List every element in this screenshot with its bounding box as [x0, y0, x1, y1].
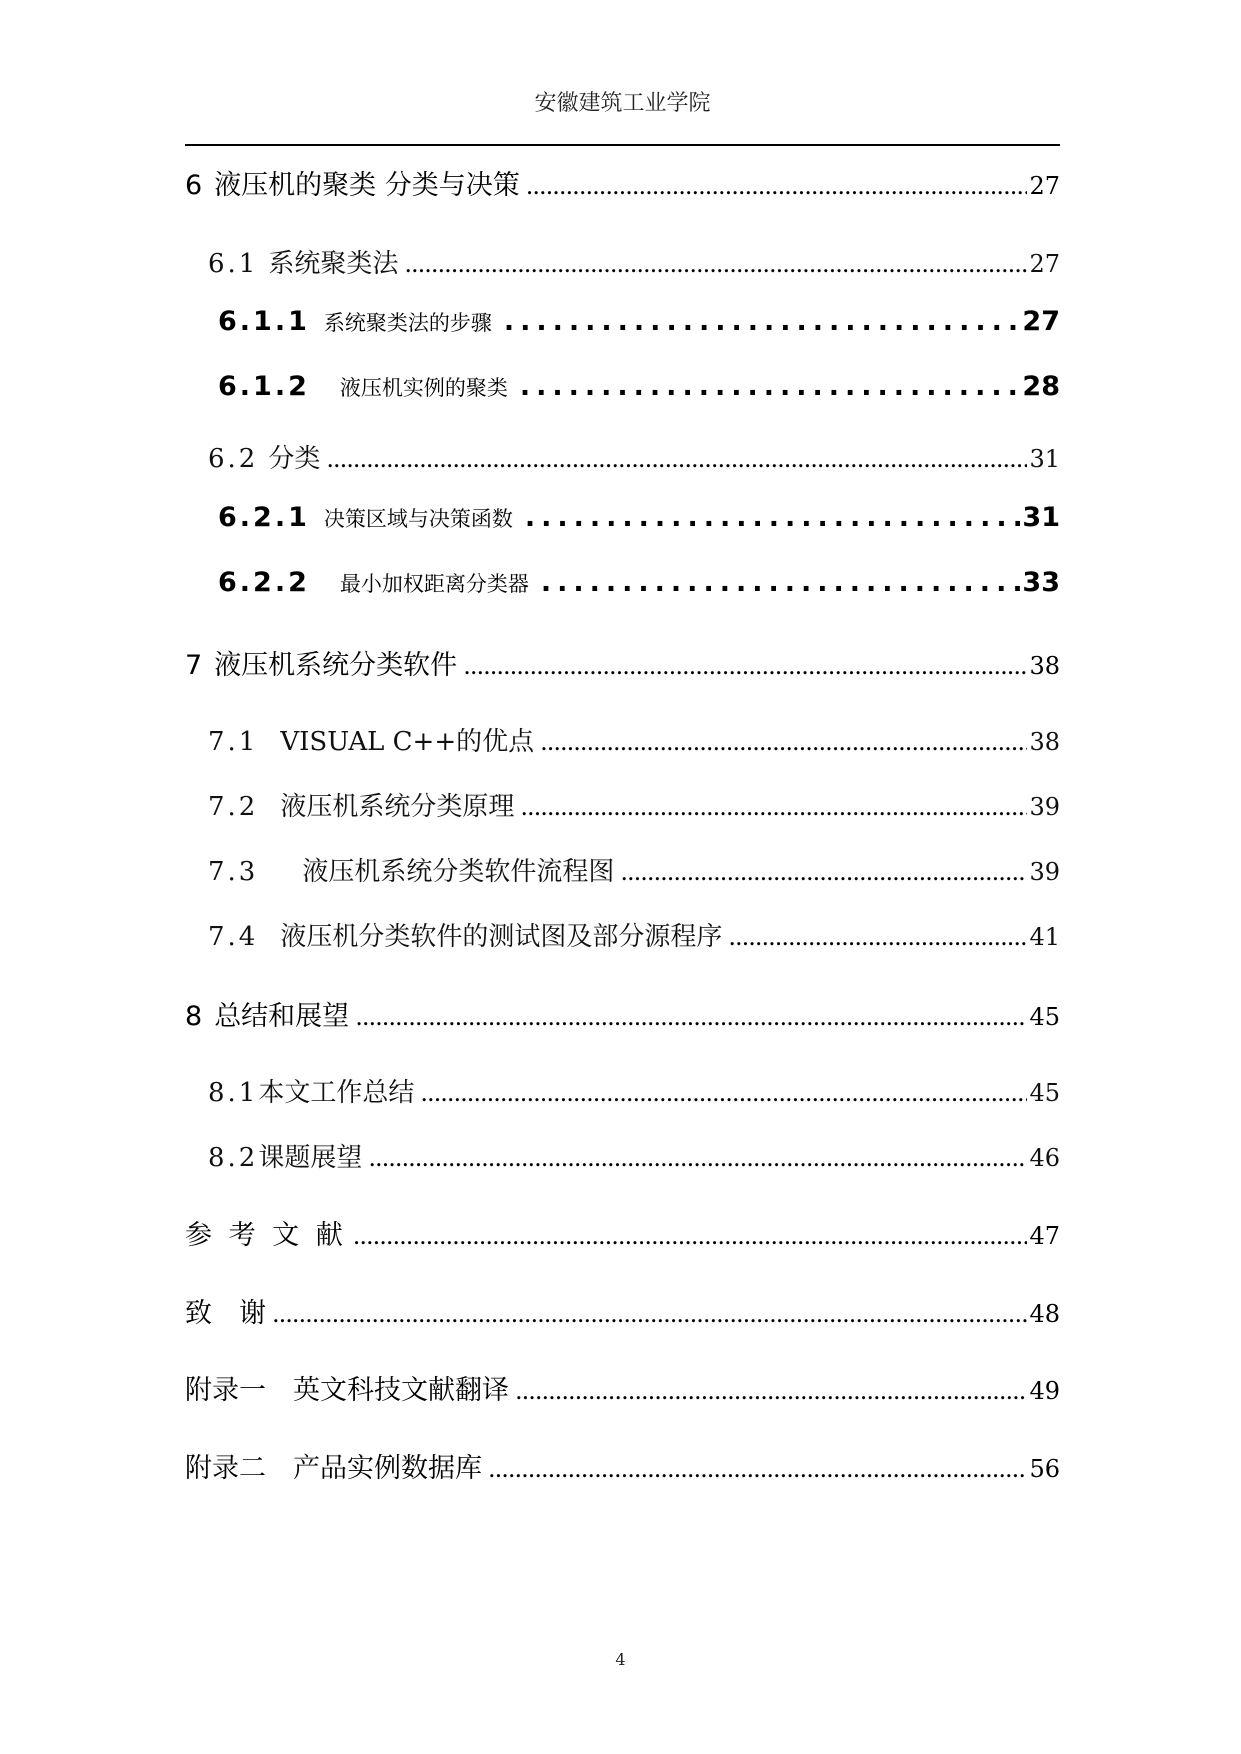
- toc-title: 课题展望: [258, 1143, 363, 1173]
- toc-title: 总结和展望: [214, 1001, 350, 1032]
- toc-title: 分类: [268, 444, 321, 474]
- dot-leader: [620, 858, 1027, 886]
- dot-leader: [540, 728, 1027, 756]
- toc-entry-appendix-2[interactable]: [185, 1446, 1060, 1485]
- toc-page: 47: [1029, 1222, 1060, 1250]
- toc-number: 7.4: [208, 922, 259, 952]
- toc-number: 8.2: [208, 1143, 259, 1173]
- toc-number: 6.2.1: [218, 502, 310, 533]
- dot-leader: [525, 502, 1021, 533]
- toc-entry-6-2-2[interactable]: [218, 567, 1060, 598]
- toc-number: 8: [185, 1001, 203, 1032]
- dot-leader: [353, 1222, 1028, 1250]
- toc-title: 液压机系统分类软件流程图: [302, 857, 615, 887]
- toc-entry-8-2[interactable]: [208, 1137, 1060, 1174]
- toc-entry-8-1[interactable]: [208, 1072, 1060, 1109]
- toc-entry-appendix-1[interactable]: [185, 1368, 1060, 1407]
- dot-leader: [541, 567, 1021, 598]
- toc-entry-7-2[interactable]: [208, 786, 1060, 823]
- toc-page: 31: [1022, 502, 1060, 533]
- toc-title: 系统聚类法: [268, 249, 399, 279]
- toc-entry-7-4[interactable]: [208, 916, 1060, 953]
- toc-entry-6-1-1[interactable]: [218, 306, 1060, 337]
- toc-title: 液压机系统分类软件: [214, 650, 458, 681]
- dot-leader: [463, 652, 1027, 680]
- toc-number: 7.2: [208, 792, 259, 822]
- toc-number: 6: [185, 170, 203, 201]
- toc-title: 最小加权距离分类器: [339, 572, 529, 596]
- toc-number: 7: [185, 650, 203, 681]
- dot-leader: [326, 445, 1027, 473]
- toc-page: 38: [1029, 728, 1060, 756]
- toc-entry-6[interactable]: [185, 163, 1060, 202]
- toc-entry-6-2-1[interactable]: [218, 502, 1060, 533]
- toc-number: 6.1.2: [218, 371, 310, 402]
- toc-page: 56: [1029, 1455, 1060, 1483]
- page-header: 安徽建筑工业学院: [534, 91, 711, 116]
- toc-entry-6-2[interactable]: [208, 438, 1060, 475]
- toc-title: 液压机分类软件的测试图及部分源程序: [280, 922, 723, 952]
- toc-entry-7[interactable]: [185, 643, 1060, 682]
- toc-title: 液压机系统分类原理: [280, 792, 515, 822]
- dot-leader: [526, 172, 1028, 200]
- dot-leader: [272, 1300, 1027, 1328]
- toc-title: VISUAL C++的优点: [280, 727, 535, 757]
- toc-page: 28: [1022, 371, 1060, 402]
- toc-number: 6.1.1: [218, 306, 310, 337]
- toc-page: 27: [1022, 306, 1060, 337]
- toc-number: 8.1: [208, 1078, 259, 1108]
- toc-page: 48: [1029, 1300, 1060, 1328]
- toc-number: 6.2.2: [218, 567, 310, 598]
- toc-number: 7.3: [208, 857, 259, 887]
- toc-entry-6-1[interactable]: [208, 243, 1060, 280]
- toc-entry-6-1-2[interactable]: [218, 371, 1060, 402]
- toc-entry-7-3[interactable]: [208, 851, 1060, 888]
- dot-leader: [515, 1377, 1027, 1405]
- toc-entry-acknowledgements[interactable]: [185, 1291, 1060, 1330]
- toc-page: 41: [1029, 923, 1060, 951]
- toc-title: 液压机的聚类 分类与决策: [214, 170, 520, 201]
- toc-page: 27: [1029, 172, 1060, 200]
- dot-leader: [728, 923, 1027, 951]
- toc-number: 6.2: [208, 444, 259, 474]
- dot-leader: [368, 1144, 1027, 1172]
- dot-leader: [404, 250, 1027, 278]
- dot-leader: [488, 1455, 1027, 1483]
- toc-title: 参 考 文 献: [185, 1220, 347, 1251]
- dot-leader: [520, 371, 1021, 402]
- toc-title: 附录一 英文科技文献翻译: [185, 1375, 509, 1406]
- toc-page: 39: [1029, 858, 1060, 886]
- toc-number: 6.1: [208, 249, 259, 279]
- toc-number: 7.1: [208, 727, 259, 757]
- toc-page: 45: [1029, 1003, 1060, 1031]
- toc-page: 33: [1022, 567, 1060, 598]
- dot-leader: [355, 1003, 1027, 1031]
- toc-page: 45: [1029, 1079, 1060, 1107]
- dot-leader: [520, 793, 1027, 821]
- dot-leader: [504, 306, 1021, 337]
- toc-title: 附录二 产品实例数据库: [185, 1453, 482, 1484]
- toc-page: 38: [1029, 652, 1060, 680]
- toc-entry-7-1[interactable]: [208, 721, 1060, 758]
- page-number: 4: [615, 1650, 626, 1669]
- toc-title: 系统聚类法的步骤: [323, 311, 492, 335]
- toc-page: 39: [1029, 793, 1060, 821]
- toc-page: 31: [1029, 445, 1060, 473]
- dot-leader: [420, 1079, 1027, 1107]
- toc-title: 决策区域与决策函数: [323, 507, 513, 531]
- toc-page: 46: [1029, 1144, 1060, 1172]
- toc-title: 液压机实例的聚类: [339, 376, 508, 400]
- toc-entry-references[interactable]: [185, 1213, 1060, 1252]
- toc-entry-8[interactable]: [185, 994, 1060, 1033]
- toc-page: 27: [1029, 250, 1060, 278]
- toc-title: 致 谢: [185, 1298, 266, 1329]
- toc-title: 本文工作总结: [258, 1078, 415, 1108]
- toc-page: 49: [1029, 1377, 1060, 1405]
